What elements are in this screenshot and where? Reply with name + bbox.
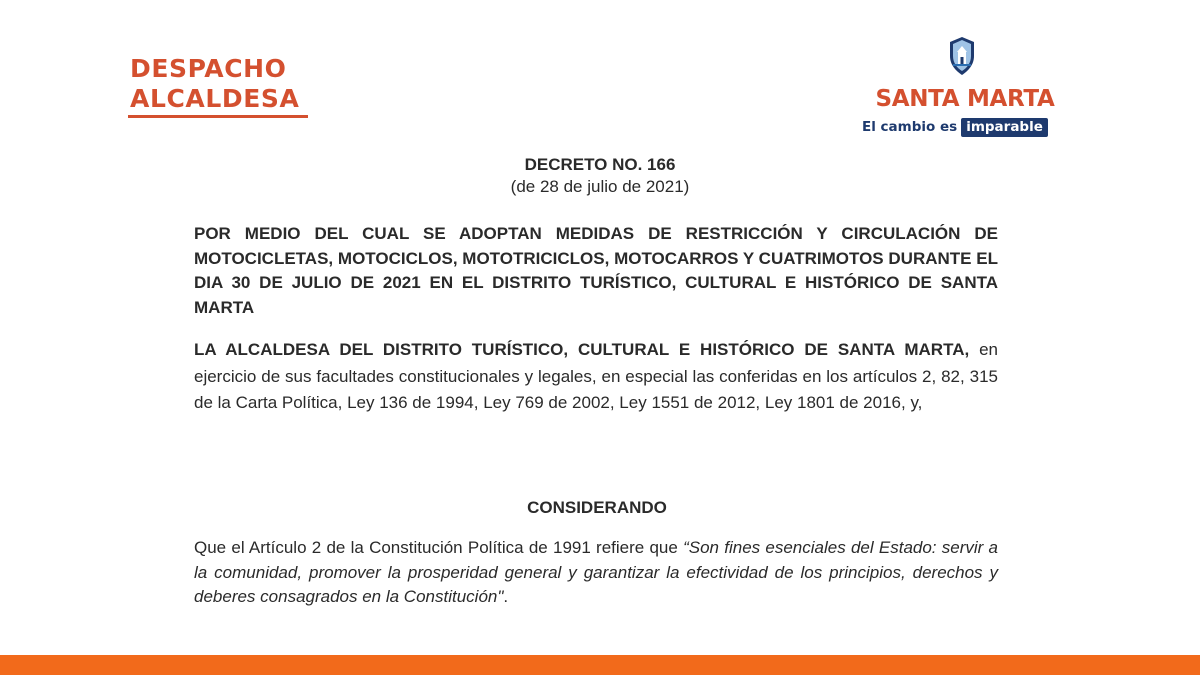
preamble-text: en ejercicio de sus facultades constitucionales y legales, en especial las conferidas en los artículos 2, 82, 315 de la Carta Política, Ley 136 de 1994, Ley 769 de 2002, Ley 1551 de 2012, Ley 1801 de 2016, y,: [194, 340, 998, 412]
considerando-quote: “Son fines esenciales del Estado: servir a la comunidad, promover la prosperidad general y garantizar la efectividad de los principios, derechos y deberes consagrados en la Constitución": [194, 538, 999, 606]
considerando-end: .: [503, 587, 509, 606]
footer-bar: [0, 655, 1200, 675]
considerando-heading: [0, 498, 1200, 518]
city-shield-icon: [947, 36, 977, 76]
decree-preamble: [194, 337, 998, 417]
office-title-line1: DESPACHO: [130, 54, 287, 83]
decree-number: DECRETO NO. 166: [524, 155, 676, 174]
tagline-prefix: El cambio es: [862, 119, 958, 135]
decree-date: (de 28 de julio de 2021): [510, 177, 690, 196]
decree-purpose: POR MEDIO DEL CUAL SE ADOPTAN MEDIDAS DE RESTRICCIÓN Y CIRCULACIÓN DE MOTOCICLETAS, MOTOCICLOS, MOTOTRICICLOS, MOTOCARROS Y CUATRIMOTOS DURANTE EL DIA 30 DE JULIO DE 2021 EN EL DISTRITO TURÍSTICO, CULTURAL E HISTÓRICO DE SANTA MARTA: [194, 224, 998, 317]
considerando-intro: Que el Artículo 2 de la Constitución Política de 1991 refiere que: [194, 538, 684, 557]
city-tagline: [862, 116, 1048, 138]
tagline-highlight: imparable: [961, 118, 1048, 137]
preamble-lead: LA ALCALDESA DEL DISTRITO TURÍSTICO, CULTURAL E HISTÓRICO DE SANTA MARTA,: [194, 340, 970, 359]
considerando-heading-text: CONSIDERANDO: [527, 498, 667, 517]
considerando-paragraph: [194, 536, 998, 610]
office-title-underline: [128, 115, 308, 118]
office-title-line2: ALCALDESA: [130, 84, 300, 113]
office-title: [130, 54, 300, 114]
city-name-logo: SANTA MARTA: [875, 86, 1055, 112]
